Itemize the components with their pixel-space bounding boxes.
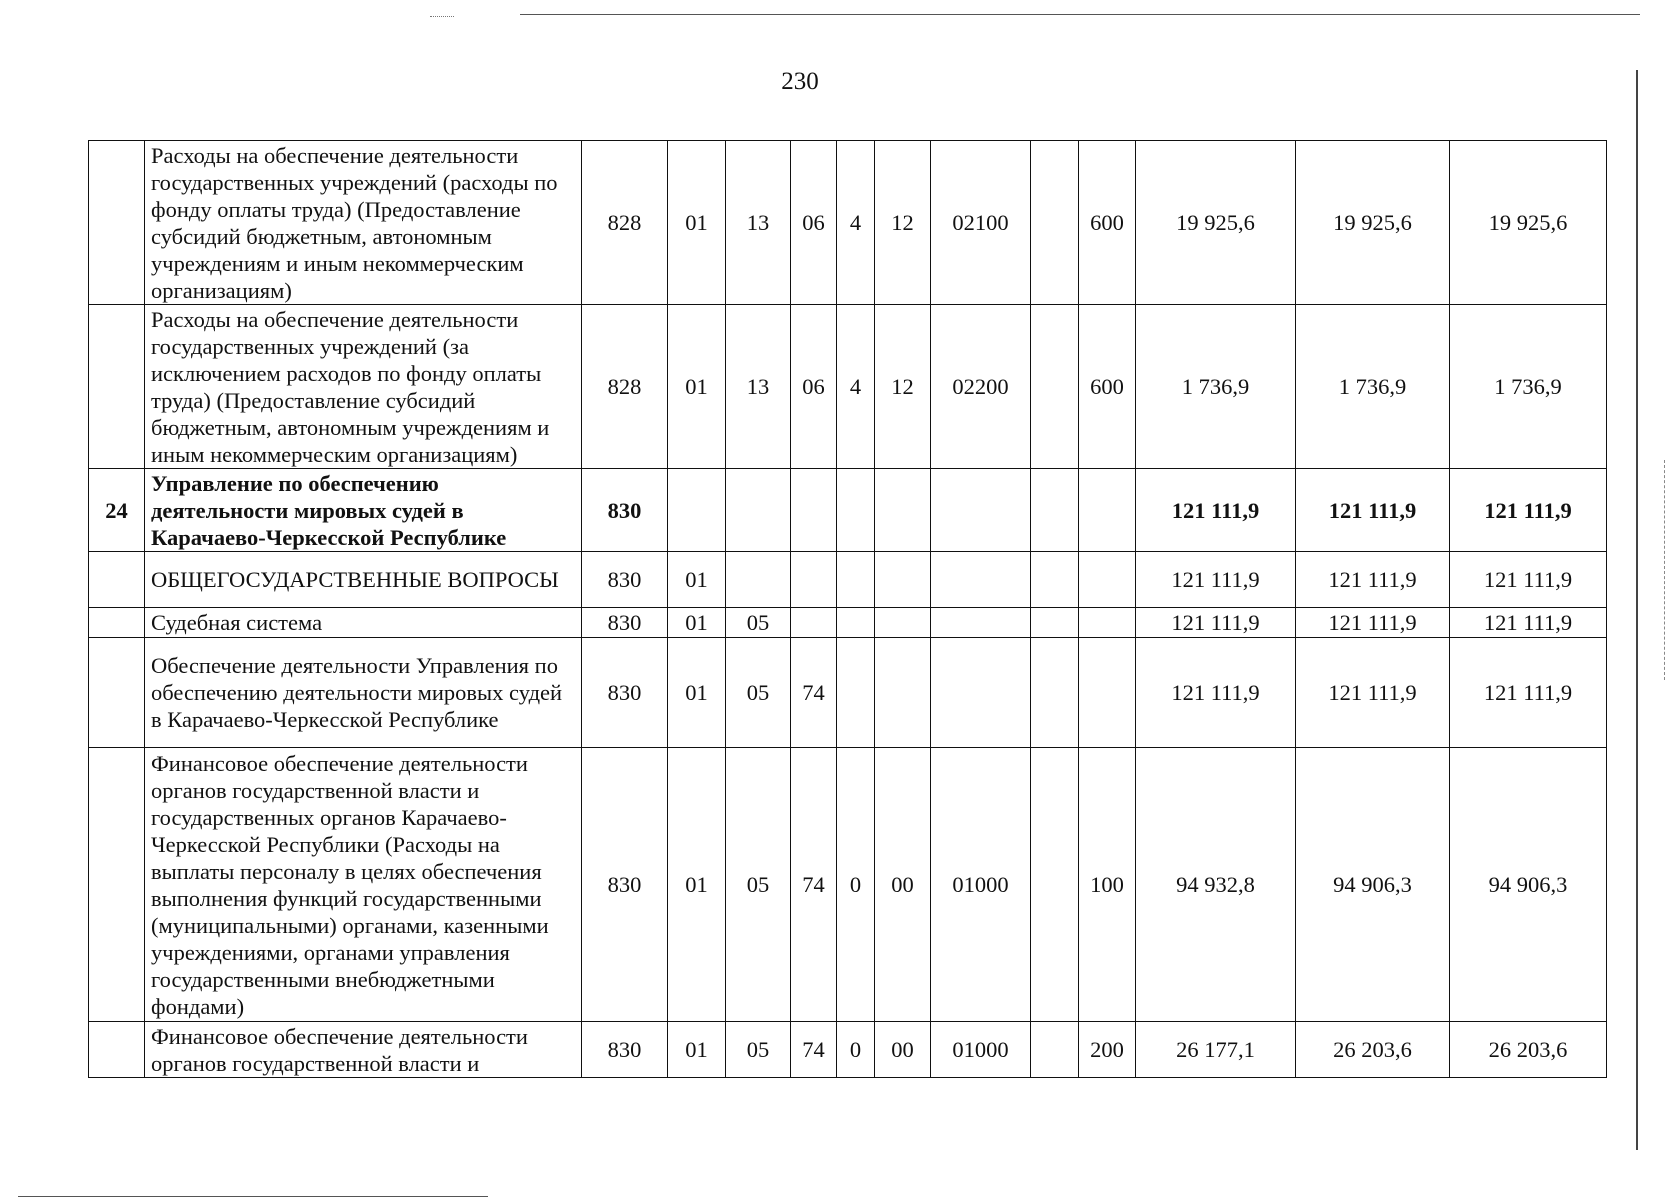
ministry-code: 830 <box>582 1022 668 1078</box>
section-code: 01 <box>668 305 726 469</box>
section-code: 01 <box>668 748 726 1022</box>
row-number <box>89 638 145 748</box>
program-code: 74 <box>791 1022 837 1078</box>
event-code: 00 <box>875 748 931 1022</box>
section-code: 01 <box>668 1022 726 1078</box>
amount-year-3: 1 736,9 <box>1450 305 1607 469</box>
expense-type-code <box>1079 469 1136 552</box>
extra-code <box>1031 1022 1079 1078</box>
scan-artifact-top-line <box>520 14 1640 15</box>
row-number <box>89 305 145 469</box>
expense-type-code: 200 <box>1079 1022 1136 1078</box>
expense-name: Управление по обеспечению деятельности мировых судей в Карачаево-Черкесской Республике <box>145 469 582 552</box>
amount-year-3: 121 111,9 <box>1450 608 1607 638</box>
amount-year-1: 19 925,6 <box>1136 141 1296 305</box>
subprogram-code: 0 <box>837 1022 875 1078</box>
subsection-code <box>726 469 791 552</box>
expense-name: Финансовое обеспечение деятельности органов государственной власти и государственных органов Карачаево-Черкесской Республики (Расходы на выплаты персоналу в целях обеспечения выполнения функций государственными (муниципальными) органами, казенными учреждениями, органами управления государственными внебюджетными фондами) <box>145 748 582 1022</box>
subprogram-code <box>837 552 875 608</box>
expense-type-code: 600 <box>1079 141 1136 305</box>
subprogram-code: 4 <box>837 141 875 305</box>
amount-year-3: 121 111,9 <box>1450 552 1607 608</box>
ministry-code: 830 <box>582 748 668 1022</box>
amount-year-3: 121 111,9 <box>1450 469 1607 552</box>
amount-year-2: 26 203,6 <box>1296 1022 1450 1078</box>
subsection-code <box>726 552 791 608</box>
event-code: 00 <box>875 1022 931 1078</box>
amount-year-2: 121 111,9 <box>1296 552 1450 608</box>
table-row <box>89 1022 1607 1078</box>
scan-artifact-dots <box>430 16 454 17</box>
direction-code: 01000 <box>931 748 1031 1022</box>
direction-code: 02100 <box>931 141 1031 305</box>
table-row <box>89 552 1607 608</box>
subprogram-code: 4 <box>837 305 875 469</box>
section-code: 01 <box>668 608 726 638</box>
section-code <box>668 469 726 552</box>
section-code: 01 <box>668 141 726 305</box>
ministry-code: 828 <box>582 305 668 469</box>
section-code: 01 <box>668 638 726 748</box>
program-code <box>791 608 837 638</box>
subprogram-code <box>837 608 875 638</box>
subsection-code: 05 <box>726 608 791 638</box>
row-number <box>89 1022 145 1078</box>
ministry-code: 830 <box>582 469 668 552</box>
expense-type-code: 100 <box>1079 748 1136 1022</box>
ministry-code: 830 <box>582 638 668 748</box>
page-number: 230 <box>781 68 819 95</box>
subsection-code: 13 <box>726 141 791 305</box>
program-code: 06 <box>791 141 837 305</box>
ministry-code: 830 <box>582 552 668 608</box>
event-code <box>875 608 931 638</box>
amount-year-1: 121 111,9 <box>1136 608 1296 638</box>
extra-code <box>1031 469 1079 552</box>
amount-year-2: 19 925,6 <box>1296 141 1450 305</box>
event-code: 12 <box>875 141 931 305</box>
program-code: 06 <box>791 305 837 469</box>
row-number: 24 <box>89 469 145 552</box>
amount-year-3: 94 906,3 <box>1450 748 1607 1022</box>
subsection-code: 13 <box>726 305 791 469</box>
amount-year-1: 121 111,9 <box>1136 638 1296 748</box>
amount-year-2: 94 906,3 <box>1296 748 1450 1022</box>
subsection-code: 05 <box>726 1022 791 1078</box>
amount-year-3: 121 111,9 <box>1450 638 1607 748</box>
subprogram-code <box>837 638 875 748</box>
expense-type-code <box>1079 552 1136 608</box>
direction-code <box>931 608 1031 638</box>
ministry-code: 828 <box>582 141 668 305</box>
subprogram-code: 0 <box>837 748 875 1022</box>
table-row <box>89 748 1607 1022</box>
amount-year-2: 121 111,9 <box>1296 469 1450 552</box>
extra-code <box>1031 305 1079 469</box>
table-row <box>89 305 1607 469</box>
expense-name: ОБЩЕГОСУДАРСТВЕННЫЕ ВОПРОСЫ <box>145 552 582 608</box>
budget-table <box>88 140 1607 1078</box>
program-code <box>791 552 837 608</box>
expense-type-code <box>1079 638 1136 748</box>
scan-artifact-right-dashes <box>1664 460 1665 680</box>
row-number <box>89 141 145 305</box>
table-row <box>89 608 1607 638</box>
table-row <box>89 469 1607 552</box>
amount-year-2: 121 111,9 <box>1296 638 1450 748</box>
subsection-code: 05 <box>726 638 791 748</box>
ministry-code: 830 <box>582 608 668 638</box>
expense-name: Расходы на обеспечение деятельности государственных учреждений (расходы по фонду оплаты труда) (Предоставление субсидий бюджетным, автономным учреждениям и иным некоммерческим организациям) <box>145 141 582 305</box>
event-code <box>875 552 931 608</box>
program-code <box>791 469 837 552</box>
event-code <box>875 469 931 552</box>
expense-type-code: 600 <box>1079 305 1136 469</box>
direction-code <box>931 469 1031 552</box>
amount-year-3: 26 203,6 <box>1450 1022 1607 1078</box>
amount-year-1: 121 111,9 <box>1136 469 1296 552</box>
scan-artifact-right-line <box>1636 70 1638 1150</box>
direction-code <box>931 552 1031 608</box>
scan-artifact-bottom-line <box>18 1196 488 1197</box>
row-number <box>89 552 145 608</box>
program-code: 74 <box>791 748 837 1022</box>
extra-code <box>1031 608 1079 638</box>
direction-code: 02200 <box>931 305 1031 469</box>
table-row <box>89 638 1607 748</box>
amount-year-1: 1 736,9 <box>1136 305 1296 469</box>
subsection-code: 05 <box>726 748 791 1022</box>
direction-code: 01000 <box>931 1022 1031 1078</box>
expense-name: Расходы на обеспечение деятельности государственных учреждений (за исключением расходов по фонду оплаты труда) (Предоставление субсидий бюджетным, автономным учреждениям и иным некоммерческим организациям) <box>145 305 582 469</box>
program-code: 74 <box>791 638 837 748</box>
expense-type-code <box>1079 608 1136 638</box>
amount-year-1: 94 932,8 <box>1136 748 1296 1022</box>
amount-year-1: 121 111,9 <box>1136 552 1296 608</box>
direction-code <box>931 638 1031 748</box>
extra-code <box>1031 748 1079 1022</box>
amount-year-1: 26 177,1 <box>1136 1022 1296 1078</box>
amount-year-3: 19 925,6 <box>1450 141 1607 305</box>
row-number <box>89 748 145 1022</box>
extra-code <box>1031 552 1079 608</box>
expense-name: Обеспечение деятельности Управления по обеспечению деятельности мировых судей в Карачаево-Черкесской Республике <box>145 638 582 748</box>
section-code: 01 <box>668 552 726 608</box>
amount-year-2: 121 111,9 <box>1296 608 1450 638</box>
table-row <box>89 141 1607 305</box>
expense-name: Финансовое обеспечение деятельности органов государственной власти и <box>145 1022 582 1078</box>
subprogram-code <box>837 469 875 552</box>
event-code <box>875 638 931 748</box>
extra-code <box>1031 141 1079 305</box>
extra-code <box>1031 638 1079 748</box>
row-number <box>89 608 145 638</box>
expense-name: Судебная система <box>145 608 582 638</box>
amount-year-2: 1 736,9 <box>1296 305 1450 469</box>
event-code: 12 <box>875 305 931 469</box>
